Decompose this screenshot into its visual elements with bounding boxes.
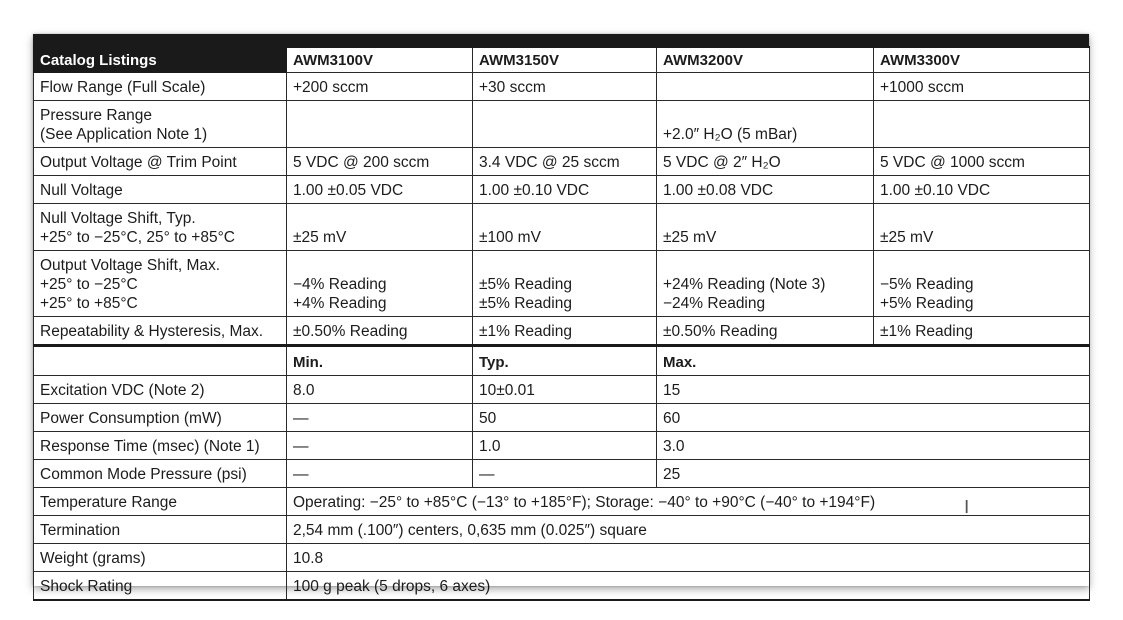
row-label: Pressure Range (See Application Note 1) — [34, 101, 287, 148]
row-label: Flow Range (Full Scale) — [34, 73, 287, 101]
row-label: Termination — [34, 516, 287, 544]
model-header: AWM3150V — [473, 47, 657, 73]
model-header: AWM3100V — [287, 47, 473, 73]
table-cell: 1.00 ±0.08 VDC — [657, 176, 874, 204]
max-header: Max. — [657, 346, 1090, 376]
table-cell: ±25 mV — [657, 204, 874, 251]
model-header: AWM3200V — [657, 47, 874, 73]
min-value: 8.0 — [287, 376, 473, 404]
table-cell — [874, 101, 1090, 148]
span-value: 2,54 mm (.100″) centers, 0,635 mm (0.025″) square — [287, 516, 1090, 544]
table-cell: 1.00 ±0.10 VDC — [874, 176, 1090, 204]
table-cell: +200 sccm — [287, 73, 473, 101]
span-value: Operating: −25° to +85°C (−13° to +185°F); Storage: −40° to +90°C (−40° to +194°F) — [287, 488, 1090, 516]
table-row — [34, 376, 1090, 404]
table-cell: −4% Reading +4% Reading — [287, 251, 473, 317]
table-row — [34, 176, 1090, 204]
table-header-row — [34, 47, 1090, 73]
table-cell — [287, 101, 473, 148]
text-cursor-icon: I — [964, 497, 970, 518]
table-cell: ±0.50% Reading — [657, 317, 874, 346]
table-row — [34, 516, 1090, 544]
table-cell: +30 sccm — [473, 73, 657, 101]
min-value: — — [287, 404, 473, 432]
row-label: Null Voltage Shift, Typ. +25° to −25°C, 25° to +85°C — [34, 204, 287, 251]
table-cell: ±1% Reading — [874, 317, 1090, 346]
table-row — [34, 204, 1090, 251]
row-label: Shock Rating — [34, 572, 287, 601]
typ-value: 50 — [473, 404, 657, 432]
table-cell — [473, 101, 657, 148]
table-row — [34, 460, 1090, 488]
min-value: — — [287, 460, 473, 488]
top-bar — [33, 34, 1089, 46]
model-header: AWM3300V — [874, 47, 1090, 73]
table-cell: 3.4 VDC @ 25 sccm — [473, 148, 657, 176]
typ-value: — — [473, 460, 657, 488]
min-value: — — [287, 432, 473, 460]
table-row — [34, 488, 1090, 516]
table-cell: ±0.50% Reading — [287, 317, 473, 346]
table-cell: +1000 sccm — [874, 73, 1090, 101]
row-label: Null Voltage — [34, 176, 287, 204]
typ-value: 10±0.01 — [473, 376, 657, 404]
table-cell: ±25 mV — [287, 204, 473, 251]
row-label: Common Mode Pressure (psi) — [34, 460, 287, 488]
max-value: 60 — [657, 404, 1090, 432]
table-cell: +2.0″ H₂O (5 mBar) — [657, 101, 874, 148]
table-cell: ±25 mV — [874, 204, 1090, 251]
table-row — [34, 544, 1090, 572]
table-cell: ±5% Reading ±5% Reading — [473, 251, 657, 317]
table-cell: 5 VDC @ 2″ H₂O — [657, 148, 874, 176]
row-label: Excitation VDC (Note 2) — [34, 376, 287, 404]
row-label: Output Voltage @ Trim Point — [34, 148, 287, 176]
span-value: 10.8 — [287, 544, 1090, 572]
table-cell: 5 VDC @ 200 sccm — [287, 148, 473, 176]
table-cell: −5% Reading +5% Reading — [874, 251, 1090, 317]
row-label: Output Voltage Shift, Max. +25° to −25°C +25° to +85°C — [34, 251, 287, 317]
table-row — [34, 251, 1090, 317]
max-value: 25 — [657, 460, 1090, 488]
table-row — [34, 317, 1090, 346]
table-cell — [657, 73, 874, 101]
row-label — [34, 346, 287, 376]
table-row — [34, 404, 1090, 432]
table-cell: 1.00 ±0.05 VDC — [287, 176, 473, 204]
typ-header: Typ. — [473, 346, 657, 376]
span-value: 100 g peak (5 drops, 6 axes) — [287, 572, 1090, 601]
max-value: 15 — [657, 376, 1090, 404]
row-label: Response Time (msec) (Note 1) — [34, 432, 287, 460]
table-row — [34, 73, 1090, 101]
table-row — [34, 101, 1090, 148]
row-label: Weight (grams) — [34, 544, 287, 572]
table-cell: 5 VDC @ 1000 sccm — [874, 148, 1090, 176]
row-label: Repeatability & Hysteresis, Max. — [34, 317, 287, 346]
table-cell: +24% Reading (Note 3) −24% Reading — [657, 251, 874, 317]
row-label: Power Consumption (mW) — [34, 404, 287, 432]
min-header: Min. — [287, 346, 473, 376]
typ-value: 1.0 — [473, 432, 657, 460]
spec-sheet — [33, 34, 1089, 595]
table-cell: ±100 mV — [473, 204, 657, 251]
table-row — [34, 572, 1090, 601]
min-typ-max-header-row — [34, 346, 1090, 376]
table-cell: 1.00 ±0.10 VDC — [473, 176, 657, 204]
table-cell: ±1% Reading — [473, 317, 657, 346]
table-row — [34, 432, 1090, 460]
max-value: 3.0 — [657, 432, 1090, 460]
table-row — [34, 148, 1090, 176]
catalog-listings-header: Catalog Listings — [34, 47, 287, 73]
row-label: Temperature Range — [34, 488, 287, 516]
spec-table — [33, 46, 1090, 601]
